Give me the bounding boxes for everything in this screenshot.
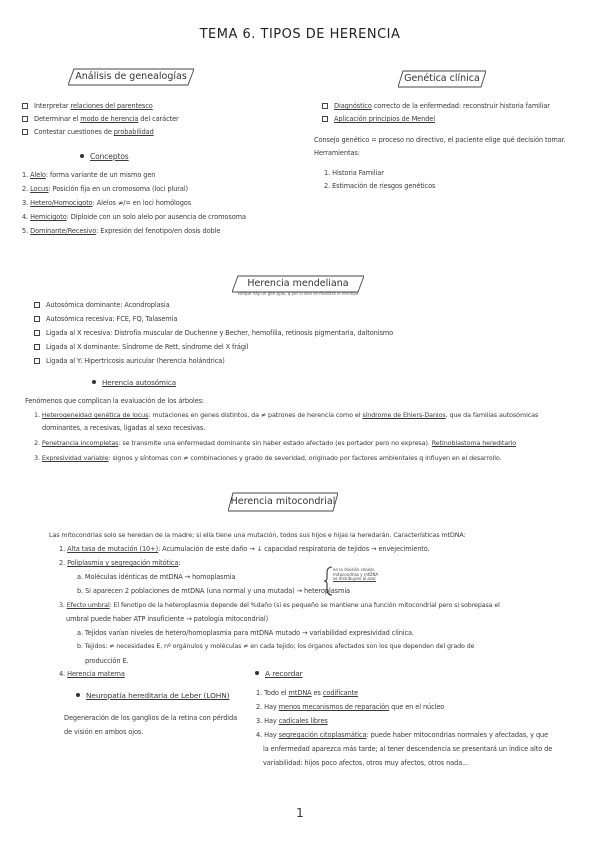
- list-item: 3. Hay cadícales libres: [256, 717, 328, 725]
- checkbox-icon: [34, 302, 40, 308]
- list-item: Ligada al Y: Hipertricosis auricular (herencia holándrica): [34, 358, 225, 365]
- list-item: 1. Alelo: forma variante de un mismo gen: [22, 171, 156, 179]
- conceptos-heading: Conceptos: [80, 153, 129, 161]
- banner-subnote: Porque hay un gen ppal, q por sí solo se muestra el fenotipo: [237, 291, 359, 296]
- list-item-continuation: dominantes, a recesivas, ligadas al sexo recesivas.: [42, 424, 206, 432]
- recordar-heading: A recordar: [255, 670, 303, 677]
- list-item: a. Moléculas idénticas de mtDNA → homoplasmia: [77, 573, 236, 581]
- bullet-icon: [255, 671, 259, 675]
- banner-mitocondrial: [228, 492, 338, 512]
- page-number: 1: [296, 806, 304, 820]
- list-item-continuation: producción E.: [85, 657, 129, 665]
- list-item: 3. Efecto umbral: El fenotipo de la heteroplasmia depende del %daño (si es pequeño se mantiene una función mitocondrial pero si sobrepasa el: [59, 602, 500, 609]
- checkbox-icon: [322, 103, 328, 109]
- banner-label: Análisis de genealogías: [75, 71, 187, 82]
- banner-mendeliana: [232, 275, 364, 299]
- list-item: 5. Dominante/Recesivo: Expresión del fenotipo/en dosis doble: [22, 227, 221, 235]
- banner-genealogias: [68, 68, 194, 86]
- checkbox-icon: [34, 316, 40, 322]
- list-item: Ligada al X dominante: Síndrome de Rett, síndrome del X frágil: [34, 344, 248, 351]
- list-item: 2. Estimación de riesgos genéticos: [324, 182, 436, 190]
- bullet-icon: [76, 693, 80, 697]
- autosomica-heading: Herencia autosómica: [92, 379, 176, 386]
- list-item: b. Si aparecen 2 poblaciones de mtDNA (una normal y una mutada) → heteroplasmia: [77, 587, 350, 595]
- checkbox-icon: [322, 116, 328, 122]
- checkbox-icon: [34, 344, 40, 350]
- page-title: TEMA 6. TIPOS DE HERENCIA: [199, 27, 401, 42]
- list-item: Diagnóstico correcto de la enfermedad: reconstruir historia familiar: [322, 103, 550, 110]
- checkbox-icon: [22, 103, 28, 109]
- leber-heading: Neuropatía hereditaria de Leber (LOHN): [76, 692, 229, 699]
- checkbox-icon: [22, 116, 28, 122]
- brace-note: en la división celular, mitocondrias y mtDNA se distribuyen al azar: [333, 567, 379, 582]
- list-item: Contestar cuestiones de probabilidad: [22, 129, 154, 136]
- bullet-icon: [92, 380, 96, 384]
- list-item: 2. Locus: Posición fija en un cromosoma (loci plural): [22, 185, 189, 193]
- list-item-continuation: variabilidad: hijos poco afectos, otros muy afectos, otros nada...: [263, 759, 469, 767]
- list-item: 3. Hetero/Homocigoto: Alelos ≠/= en loci homólogos: [22, 199, 192, 207]
- fenomenos-label: Fenómenos que complican la evaluación de los árboles:: [25, 397, 205, 405]
- list-item-continuation: umbral puede haber ATP insuficiente → patología mitocondrial): [66, 615, 269, 623]
- banner-label: Herencia mendeliana: [247, 278, 349, 289]
- list-item: Aplicación principios de Mendel: [322, 116, 435, 123]
- list-item: 1. Alta tasa de mutación (10+): Acumulación de este daño → ↓ capacidad respiratoria de tejidos → envejecimiento.: [59, 545, 430, 553]
- list-item: 4. Hay segregación citoplasmática: puede haber mitocondrias normales y afectadas, y que: [256, 731, 549, 739]
- list-item: Interpretar relaciones del parentesco: [22, 103, 153, 110]
- list-item: 4. Herencia materna: [59, 670, 125, 678]
- list-item: Ligada al X recesiva: Distrofia muscular de Duchenne y Becher, hemofilia, retinosis pigmentaria, daltonismo: [34, 330, 393, 337]
- mito-intro: Las mitocondrias solo se heredan de la madre; si ella tiene una mutación, todos sus hijos e hijas la heredarán. Características mtDNA:: [49, 531, 466, 539]
- leber-text: de visión en ambos ojos.: [64, 728, 144, 736]
- bullet-icon: [80, 154, 84, 158]
- list-item: 2. Poliplasmia y segregación mitótica:: [59, 559, 181, 567]
- list-item: b. Tejidos: ≠ necesidades E, nº orgánulos y moléculas ≠ en cada tejido; los órganos afectados son los que dependen del grado de: [77, 643, 475, 650]
- list-item: 1. Todo el mtDNA es codificante: [256, 689, 359, 697]
- banner-genetica-clinica: [398, 70, 486, 88]
- list-item: Autosómica dominante: Acondroplasia: [34, 302, 170, 309]
- list-item: a. Tejidos varían niveles de hetero/homoplasmia para mtDNA mutado → variabilidad expresividad clínica.: [77, 629, 414, 637]
- list-item: 1. Heterogeneidad genética de locus: mutaciones en genes distintos, da ≠ patrones de herencia como el síndrome de Ehlers-Danlos, que da familias autosómicas: [34, 411, 539, 419]
- list-item: 4. Hemicigoto: Diploide con un solo alelo por ausencia de cromosoma: [22, 213, 246, 221]
- list-item: Autosómica recesiva: FCE, FQ, Talasemia: [34, 316, 177, 323]
- list-item: 3. Expresividad variable: signos y síntomas con ≠ combinaciones y grado de severidad, originado por factores ambientales q influyen en el desarrollo.: [34, 454, 502, 462]
- leber-text: Degeneración de los ganglios de la retina con pérdida: [64, 714, 238, 722]
- checkbox-icon: [34, 330, 40, 336]
- consejo-text: Consejo genético = proceso no directivo, el paciente elige qué decisión tomar.: [314, 136, 566, 144]
- list-item: 2. Penetrancia incompletas: se transmite una enfermedad dominante sin haber estado afectado (es portador pero no expresa). Retinoblastoma hereditario: [34, 439, 517, 447]
- herramientas-label: Herramientas:: [314, 149, 360, 157]
- list-item: Determinar el modo de herencia del carácter: [22, 116, 179, 123]
- list-item-continuation: la enfermedad aparezca más tarde; al tener descendencia se presentará un índice alto de: [263, 745, 553, 753]
- banner-label: Genética clínica: [404, 73, 480, 84]
- banner-label: Herencia mitocondrial: [230, 496, 336, 507]
- checkbox-icon: [22, 129, 28, 135]
- list-item: 2. Hay menos mecanismos de reparación que en el núcleo: [256, 703, 445, 711]
- checkbox-icon: [34, 358, 40, 364]
- list-item: 1. Historia Familiar: [324, 169, 384, 177]
